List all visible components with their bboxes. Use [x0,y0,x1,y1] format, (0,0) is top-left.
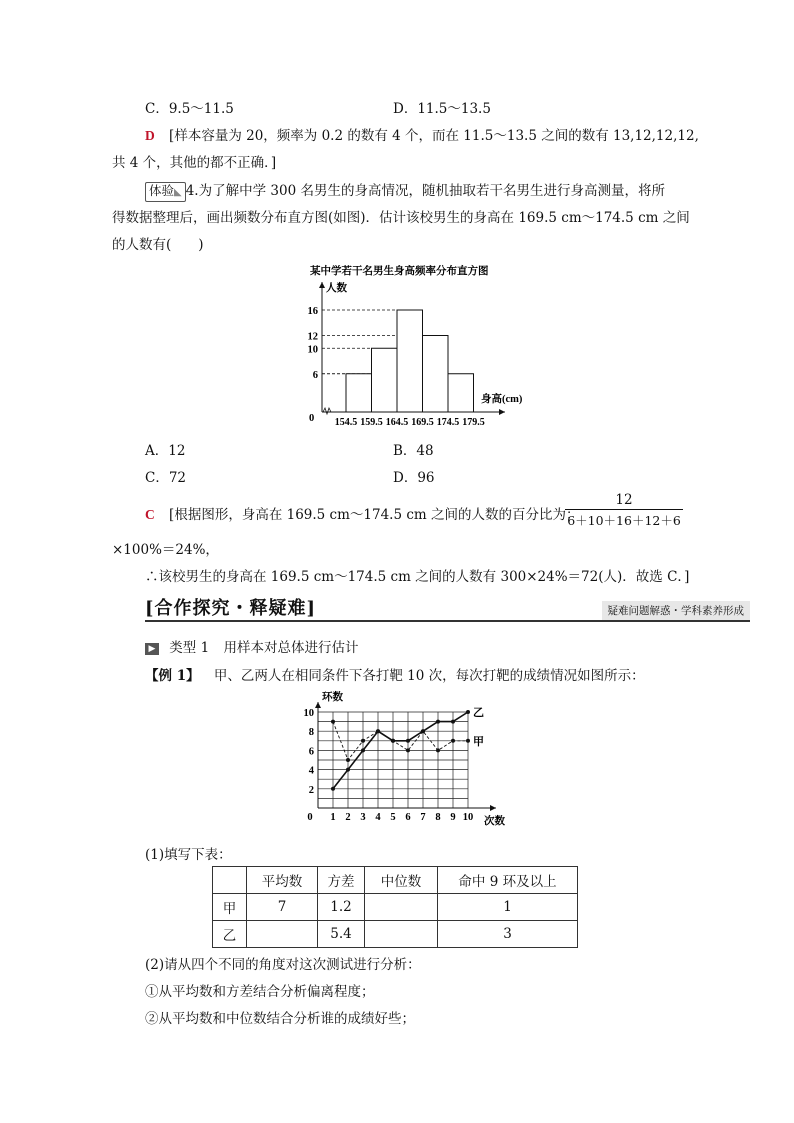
data-point [436,720,440,724]
example1 [145,664,645,684]
series-label: 乙 [473,707,484,719]
table-cell: 5.4 [318,921,365,948]
data-point [436,748,440,752]
histogram-bar [346,374,372,412]
series-label: 甲 [473,735,484,748]
q3-option-c: C．9.5～11.5 [145,101,234,117]
shooting-score-chart [296,690,536,830]
histogram-bar [372,348,398,412]
table-cell [365,894,438,921]
tiyan-tag: 体验◣ [145,182,186,202]
q4-answer-line3: ∴该校男生的身高在 169.5 cm～174.5 cm 之间的人数有 300×24%＝72(人)．故选 C．] [145,569,690,585]
histogram-x-arrow [499,409,505,415]
q4-text1: 4.为了解中学 300 名男生的身高情况，随机抽取若干名男生进行身高测量，将所 [185,183,665,199]
histogram-title: 某中学若干名男生身高频率分布直方图 [310,266,489,277]
data-point [466,710,470,714]
chart-y-tick: 6 [308,746,314,758]
q3-answer-line2: 共 4 个，其他的都不正确．] [112,155,277,171]
section-header [145,594,750,622]
type1-heading [145,636,358,656]
q4-line1 [145,179,665,202]
q3-answer-line1 [145,124,699,144]
table-cell: 1 [438,894,578,921]
chart-origin: 0 [307,812,313,823]
task1: (1)填写下表： [145,847,232,863]
data-point [361,748,365,752]
data-point [346,758,350,762]
histogram-x-tick: 154.5 [334,417,358,428]
chart-x-arrow [490,805,496,811]
table-cell [247,921,318,948]
table-header-cell: 命中 9 环及以上 [438,867,578,894]
q4-option-a: A．12 [145,443,186,459]
histogram-x-label: 身高(cm) [481,394,523,405]
data-point [421,729,425,733]
q4-option-d: D．96 [393,470,435,486]
data-point [451,720,455,724]
table-header-cell: 方差 [318,867,365,894]
q4-option-c: C．72 [145,470,187,486]
data-point [346,768,350,772]
table-cell: 1.2 [318,894,365,921]
height-histogram [300,262,540,432]
chart-y-tick: 10 [303,708,314,719]
table-cell: 甲 [213,894,247,921]
histogram-x-tick: 174.5 [436,417,460,428]
fraction-numerator: 12 [615,492,633,508]
table-cell: 3 [438,921,578,948]
section-subtitle: 疑难问题解惑・学科素养形成 [602,601,751,620]
chart-x-tick: 5 [390,812,396,823]
histogram-origin: 0 [309,413,315,424]
histogram-bar [397,310,423,412]
data-point [391,739,395,743]
data-point [451,739,455,743]
q3-option-d: D．11.5～13.5 [393,101,491,117]
fraction-denominator: 6＋10＋16＋12＋6 [567,513,681,528]
q4-answer-text1: [根据图形，身高在 169.5 cm～174.5 cm 之间的人数的百分比为： [169,507,580,523]
chart-y-tick: 8 [308,727,314,739]
histogram-y-tick: 16 [307,306,318,317]
chart-y-label: 环数 [322,692,343,703]
data-point [361,739,365,743]
chart-y-arrow [315,702,321,708]
histogram-y-label: 人数 [326,283,347,294]
data-point [331,720,335,724]
data-point [376,729,380,733]
table-header-cell: 中位数 [365,867,438,894]
q4-line2: 得数据整理后，画出频数分布直方图(如图)．估计该校男生的身高在 169.5 cm～174.5 cm 之间 [112,210,690,226]
q4-answer-letter: C [145,507,155,522]
q4-line3: 的人数有( ) [112,237,204,253]
data-point [466,739,470,743]
task2b: ②从平均数和中位数结合分析谁的成绩好些； [145,1011,415,1027]
fraction [565,492,683,529]
task2a: ①从平均数和方差结合分析偏离程度； [145,984,375,1000]
stats-table [212,866,578,948]
table-cell: 乙 [213,921,247,948]
chart-x-tick: 8 [435,812,441,823]
chart-x-tick: 6 [405,812,411,823]
histogram-x-tick: 169.5 [411,417,434,428]
corner-mark-icon: ◣ [174,187,182,198]
section-title: [合作探究・释疑难] [145,598,317,619]
chart-x-tick: 4 [375,812,381,823]
chart-x-tick: 10 [462,812,474,823]
data-point [406,748,410,752]
table-header-cell: 平均数 [247,867,318,894]
example1-text: 甲、乙两人在相同条件下各打靶 10 次，每次打靶的成绩情况如图所示： [213,668,645,684]
chart-x-tick: 7 [420,812,426,823]
axis-break-icon [323,408,331,414]
data-point [331,787,335,791]
histogram-y-arrow [319,282,325,288]
chart-x-tick: 3 [360,812,366,823]
histogram-x-tick: 164.5 [385,417,409,428]
histogram-x-tick: 159.5 [360,417,383,428]
histogram-y-tick: 12 [307,331,318,343]
example1-label: 【例 1】 [145,668,200,684]
type1-label: 类型 1 [169,640,210,656]
data-point [406,739,410,743]
table-header-cell [213,867,247,894]
table-cell: 7 [247,894,318,921]
chart-x-label: 次数 [484,816,505,827]
histogram-y-tick: 6 [312,369,318,381]
q4-answer-line2: ×100%＝24%， [112,542,219,558]
chart-x-tick: 2 [345,812,351,823]
q3-answer-letter: D [145,128,155,143]
chart-x-tick: 1 [330,812,336,823]
q4-answer-line1 [145,503,580,523]
chart-y-tick: 2 [308,784,314,796]
histogram-bar [423,336,449,413]
chart-x-tick: 9 [450,812,456,823]
q3-answer-text1: [样本容量为 20，频率为 0.2 的数有 4 个，而在 11.5～13.5 之间的数有 13,12,12,12, [169,128,699,144]
fraction-bar [565,509,683,510]
histogram-bar [448,374,474,412]
task2: (2)请从四个不同的角度对这次测试进行分析： [145,957,421,973]
table-row [213,894,578,921]
table-cell [365,921,438,948]
chart-y-tick: 4 [308,765,314,777]
histogram-x-tick: 179.5 [462,417,485,428]
table-header-row [213,867,578,894]
play-icon: ▶ [145,643,159,655]
table-row [213,921,578,948]
type1-text: 用样本对总体进行估计 [223,640,359,656]
q4-option-b: B．48 [393,443,434,459]
histogram-y-tick: 10 [307,344,318,356]
